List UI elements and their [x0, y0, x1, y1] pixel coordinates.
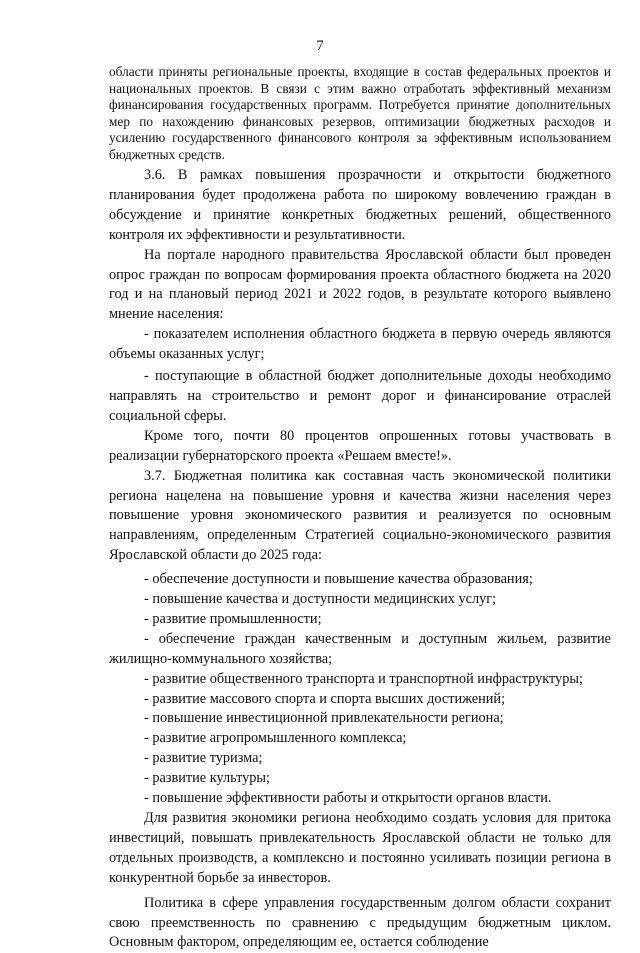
paragraph: - развитие агропромышленного комплекса; [144, 730, 407, 747]
paragraph: - развитие общественного транспорта и транспортной инфраструктуры; [144, 670, 583, 687]
paragraph: Политика в сфере управления государственным долгом области сохранит свою преемственность по сравнению с предыдущим бюджетным циклом. Основным фактором, определяющим ее, остается соблюдение [109, 894, 611, 951]
paragraph: Кроме того, почти 80 процентов опрошенных готовы участвовать в реализации губернаторского проекта «Решаем вместе!». [109, 427, 611, 464]
paragraph: 3.7. Бюджетная политика как составная часть экономической политики региона нацелена на повышение уровня и качества жизни населения через повышение уровня экономического развития и реализуется по основным направлениям, определенным Стратегией социально-экономического развития Ярославской области до 2025 года: [109, 467, 611, 564]
paragraph: На портале народного правительства Ярославской области был проведен опрос граждан по вопросам формирования проекта областного бюджета на 2020 год и на плановый период 2021 и 2022 годов, в результате которого выявлено мнение населения: [109, 246, 611, 323]
page-number: 7 [316, 38, 324, 54]
paragraph: - развитие массового спорта и спорта высших достижений; [144, 690, 506, 707]
paragraph: - обеспечение граждан качественным и доступным жильем, развитие жилищно-коммунального хозяйства; [109, 630, 611, 667]
paragraph: - показателем исполнения областного бюджета в первую очередь являются объемы оказанных услуг; [109, 326, 611, 363]
paragraph: - обеспечение доступности и повышение качества образования; [144, 571, 533, 588]
paragraph: - поступающие в областной бюджет дополнительные доходы необходимо направлять на строительство и ремонт дорог и финансирование отраслей социальной сферы. [109, 368, 611, 424]
paragraph: - развитие промышленности; [144, 610, 322, 627]
paragraph: области приняты региональные проекты, входящие в состав федеральных проектов и национальных проектов. В связи с этим важно отработать эффективный механизм финансирования государственных программ. Потребуется принятие дополнительных мер по нахождению финансовых резервов, оптимизации бюджетных расходов и усилению государственного финансового контроля за эффективным использованием бюджетных средств. [109, 64, 611, 162]
paragraph: - развитие культуры; [144, 770, 271, 787]
paragraph: - повышение инвестиционной привлекательности региона; [144, 710, 504, 727]
paragraph: - развитие туризма; [144, 750, 263, 767]
document-body [109, 64, 611, 953]
paragraph: - повышение эффективности работы и открытости органов власти. [144, 790, 552, 807]
paragraph: - повышение качества и доступности медицинских услуг; [144, 591, 497, 608]
paragraph: 3.6. В рамках повышения прозрачности и открытости бюджетного планирования будет продолжена работа по широкому вовлечению граждан в обсуждение и принятие конкретных бюджетных решений, общественного контроля их эффективности и результативности. [109, 167, 611, 243]
paragraph: Для развития экономики региона необходимо создать условия для притока инвестиций, повышать привлекательность Ярославской области не только для отдельных производств, а комплексно и постоянно усиливать позиции региона в конкурентной борьбе за инвесторов. [109, 810, 611, 886]
